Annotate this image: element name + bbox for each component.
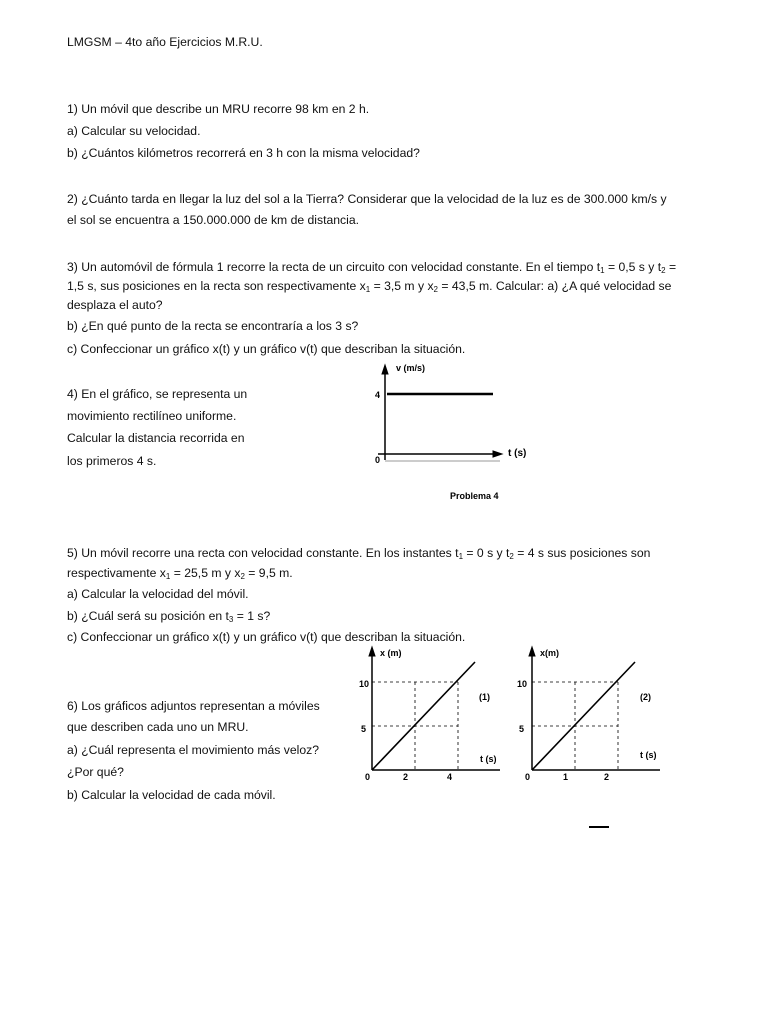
v-tick-4: 4 bbox=[375, 390, 381, 400]
x-axis-arrow bbox=[529, 647, 535, 656]
problem-4-line-3: Calcular la distancia recorrida en bbox=[67, 431, 245, 445]
problem-5-c: c) Confeccionar un gráfico x(t) y un gráfico v(t) que describan la situación. bbox=[67, 630, 466, 644]
position-line-1 bbox=[372, 662, 475, 770]
tick-10: 10 bbox=[517, 679, 528, 689]
problem-6-line-3: a) ¿Cuál representa el movimiento más veloz? bbox=[67, 743, 319, 757]
problem-4-line-2: movimiento rectilíneo uniforme. bbox=[67, 409, 237, 423]
v-axis-label: v (m/s) bbox=[396, 363, 426, 373]
tick-4: 4 bbox=[447, 772, 453, 782]
graph-tag: (1) bbox=[479, 692, 490, 702]
problem-2-line-2: el sol se encuentra a 150.000.000 de km de distancia. bbox=[67, 213, 360, 227]
problem-3-b: b) ¿En qué punto de la recta se encontraría a los 3 s? bbox=[67, 319, 359, 333]
tick-2: 2 bbox=[604, 772, 610, 782]
position-line-2 bbox=[532, 662, 635, 770]
problem-5-b: b) ¿Cuál será su posición en $t_3 = 1$ s? bbox=[67, 609, 271, 624]
problem-6-line-1: 6) Los gráficos adjuntos representan a móviles bbox=[67, 699, 320, 713]
tick-0: 0 bbox=[525, 772, 531, 782]
tick-0: 0 bbox=[365, 772, 371, 782]
t-axis-label: t (s) bbox=[508, 448, 527, 459]
decorative-dash bbox=[589, 826, 609, 828]
origin-label: 0 bbox=[375, 455, 381, 465]
problem-2-line-1: 2) ¿Cuánto tarda en llegar la luz del sol a la Tierra? Considerar que la velocidad de la luz es de 300.000 km/s y bbox=[67, 192, 667, 206]
t-axis-label: t (s) bbox=[480, 754, 497, 764]
problem-3-line-3: desplaza el auto? bbox=[67, 298, 163, 312]
problem-5-a: a) Calcular la velocidad del móvil. bbox=[67, 587, 249, 601]
x-axis-label: x(m) bbox=[540, 648, 560, 658]
problem-6-line-4: ¿Por qué? bbox=[67, 765, 124, 779]
problem-3-line-2: 1,5 s, sus posiciones en la recta son respectivamente $x_1 = 3,5$ m y $x_2 = 43,5$ m. Calcular: a) ¿A qué velocidad se bbox=[67, 279, 672, 294]
problem-6-line-2: que describen cada uno un MRU. bbox=[67, 720, 249, 734]
problem-5-line-1: 5) Un móvil recorre una recta con velocidad constante. En los instantes $t_1 = 0$ s y $t_2 = 4$ s sus posiciones son bbox=[67, 546, 651, 561]
x-axis-label: x (m) bbox=[380, 648, 402, 658]
problem-1-a: a) Calcular su velocidad. bbox=[67, 124, 201, 138]
problem-1-b: b) ¿Cuántos kilómetros recorrerá en 3 h con la misma velocidad? bbox=[67, 146, 420, 160]
v-axis-arrow bbox=[382, 365, 388, 374]
problem-1-question: 1) Un móvil que describe un MRU recorre 98 km en 2 h. bbox=[67, 102, 370, 116]
t-axis-arrow bbox=[493, 451, 502, 457]
problem-3-c: c) Confeccionar un gráfico x(t) y un gráfico v(t) que describan la situación. bbox=[67, 342, 466, 356]
page-header: LMGSM – 4to año Ejercicios M.R.U. bbox=[67, 35, 263, 49]
problem-6-line-5: b) Calcular la velocidad de cada móvil. bbox=[67, 788, 276, 802]
tick-10: 10 bbox=[359, 679, 370, 689]
position-graph-1 bbox=[355, 642, 515, 787]
tick-5: 5 bbox=[519, 724, 525, 734]
tick-1: 1 bbox=[563, 772, 569, 782]
graph-caption: Problema 4 bbox=[450, 491, 499, 501]
x-axis-arrow bbox=[369, 647, 375, 656]
tick-2: 2 bbox=[403, 772, 409, 782]
tick-5: 5 bbox=[361, 724, 367, 734]
t-axis-label: t (s) bbox=[640, 750, 657, 760]
position-graph-2 bbox=[515, 642, 675, 787]
problem-4-line-4: los primeros 4 s. bbox=[67, 454, 157, 468]
graph-tag: (2) bbox=[640, 692, 651, 702]
problem-5-line-2: respectivamente $x_1 = 25,5$ m y $x_2 = 9,5$ m. bbox=[67, 566, 293, 581]
problem-4-line-1: 4) En el gráfico, se representa un bbox=[67, 387, 248, 401]
velocity-graph-problem-4 bbox=[360, 360, 540, 505]
problem-3-line-1: 3) Un automóvil de fórmula 1 recorre la recta de un circuito con velocidad constante. En el tiempo $t_1 = 0,5$ s y $t_2$ = bbox=[67, 260, 677, 275]
